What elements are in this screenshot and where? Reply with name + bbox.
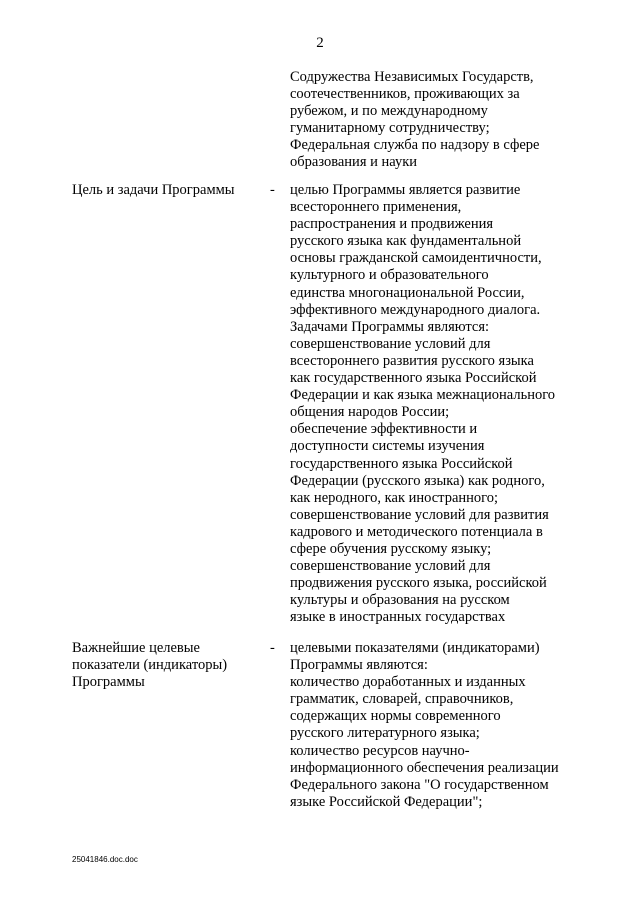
goals-value — [290, 182, 555, 626]
text-line: образования и науки — [290, 154, 418, 171]
text-line: кадрового и методического потенциала в — [290, 523, 543, 540]
executors-value — [290, 69, 539, 172]
file-name-footer: 25041846.doc.doc — [72, 855, 138, 864]
text-line: гуманитарному сотрудничеству; — [290, 120, 490, 137]
indicators-dash: - — [270, 640, 275, 656]
text-line: Федерации (русского языка) как родного, — [290, 472, 545, 489]
text-line: Задачами Программы являются: — [290, 318, 490, 335]
page-number: 2 — [316, 35, 324, 51]
text-line: русского языка как фундаментальной — [290, 233, 522, 250]
text-line: продвижения русского языка, российской — [290, 575, 547, 592]
text-line: доступности системы изучения — [290, 438, 485, 455]
text-line: целевыми показателями (индикаторами) — [290, 640, 540, 656]
text-line: совершенствование условий для — [290, 558, 491, 575]
text-line: распространения и продвижения — [290, 216, 494, 233]
indicators-label — [72, 640, 227, 691]
text-line: информационного обеспечения реализации — [290, 759, 559, 776]
text-line: русского литературного языка; — [290, 725, 480, 742]
text-line: всестороннего применения, — [290, 199, 462, 216]
text-line: эффективного международного диалога. — [290, 301, 541, 318]
indicators-value — [290, 640, 559, 811]
text-line: рубежом, и по международному — [290, 103, 488, 120]
text-line: всестороннего развития русского языка — [290, 352, 534, 369]
text-line: совершенствование условий для развития — [290, 506, 549, 523]
text-line: совершенствование условий для — [290, 335, 491, 352]
text-line: количество ресурсов научно- — [290, 742, 470, 759]
text-line: государственного языка Российской — [290, 455, 513, 472]
text-line: Федерации и как языка межнационального — [290, 387, 556, 404]
text-line: языке Российской Федерации"; — [290, 793, 483, 810]
text-line: показатели (индикаторы) — [72, 657, 228, 674]
text-line: единства многонациональной России, — [290, 284, 525, 301]
text-line: как государственного языка Российской — [290, 370, 537, 387]
text-line: культуры и образования на русском — [290, 592, 510, 609]
text-line: Важнейшие целевые — [72, 640, 200, 656]
text-line: Программы являются: — [290, 657, 428, 674]
text-line: культурного и образовательного — [290, 267, 489, 284]
goals-dash: - — [270, 182, 275, 198]
text-line: языке в иностранных государствах — [290, 609, 506, 626]
text-line: грамматик, словарей, справочников, — [290, 691, 514, 708]
text-line: как неродного, как иностранного; — [290, 489, 499, 506]
text-line: соотечественников, проживающих за — [290, 86, 520, 103]
text-line: Цель и задачи Программы — [72, 182, 235, 198]
text-line: Федерального закона "О государственном — [290, 776, 549, 793]
goals-label — [72, 182, 235, 199]
text-line: количество доработанных и изданных — [290, 674, 526, 691]
text-line: основы гражданской самоидентичности, — [290, 250, 542, 267]
text-line: Федеральная служба по надзору в сфере — [290, 137, 540, 154]
text-line: сфере обучения русскому языку; — [290, 540, 492, 557]
text-line: общения народов России; — [290, 404, 450, 421]
text-line: обеспечение эффективности и — [290, 421, 478, 438]
text-line: Программы — [72, 674, 145, 691]
text-line: целью Программы является развитие — [290, 182, 521, 198]
text-line: содержащих нормы современного — [290, 708, 501, 725]
text-line: Содружества Независимых Государств, — [290, 69, 534, 85]
